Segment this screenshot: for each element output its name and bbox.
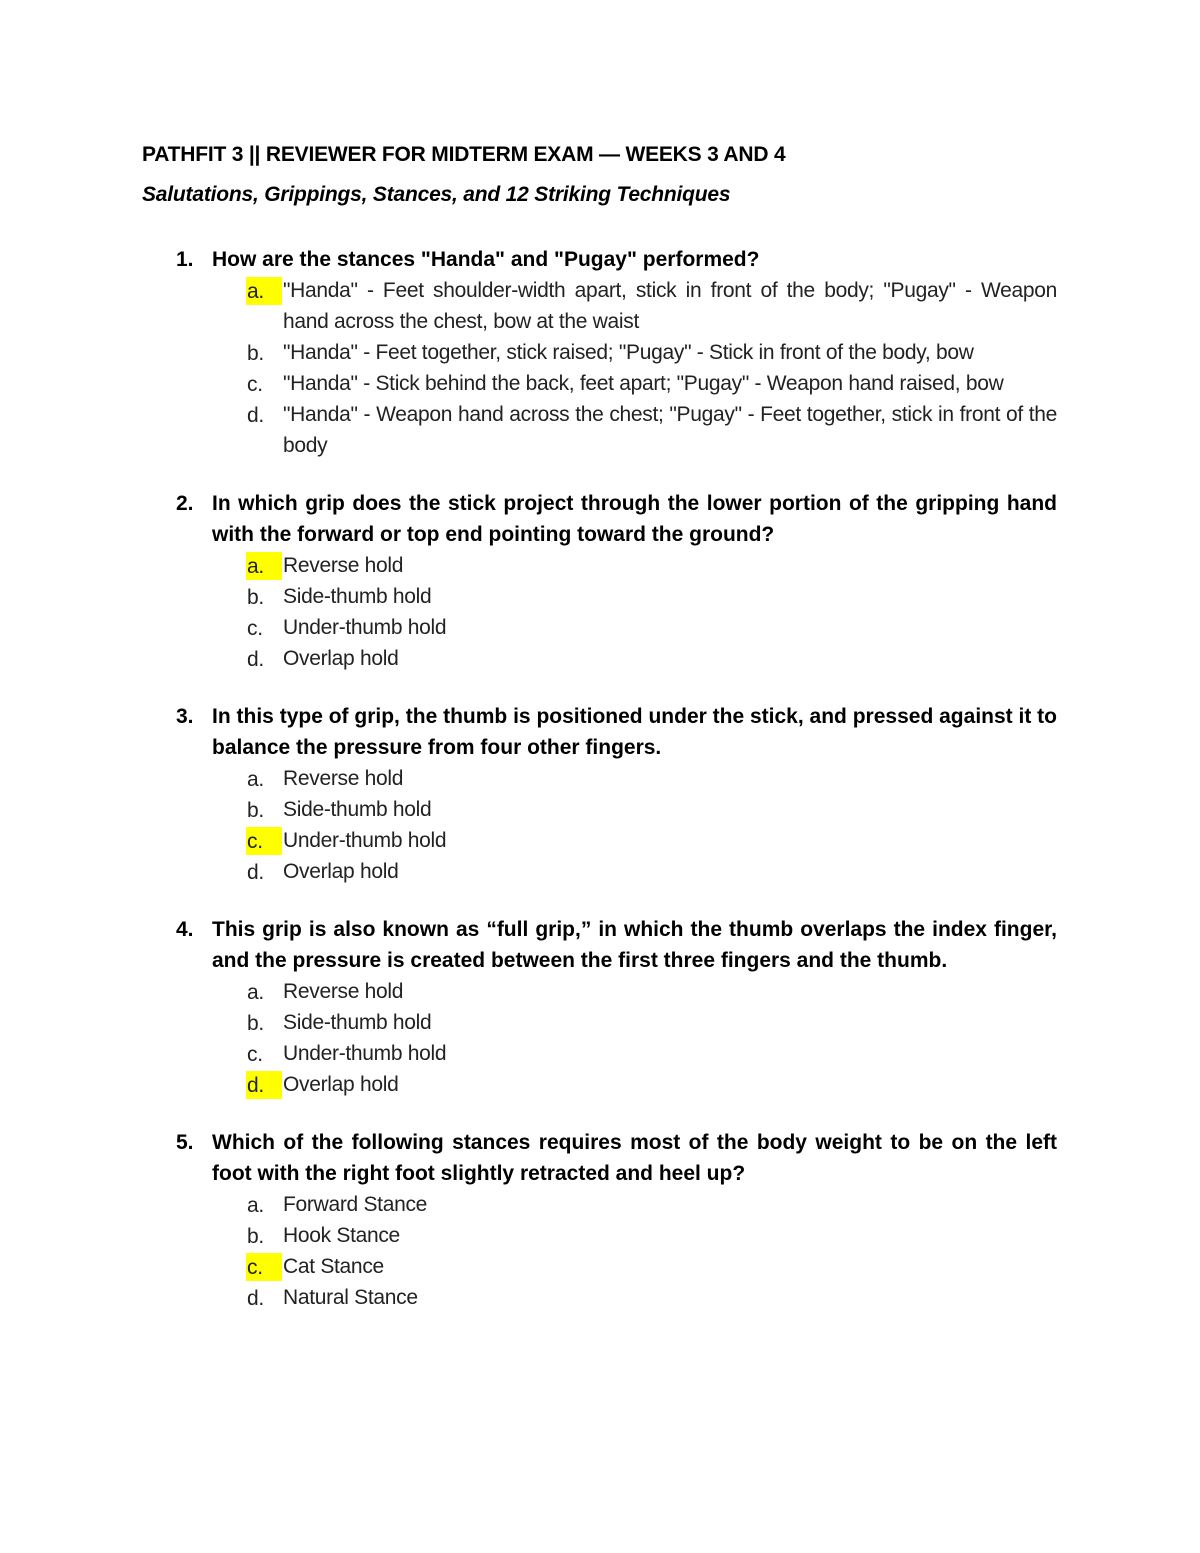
option-letter: c. [247, 617, 263, 640]
question-stem [0, 244, 1057, 275]
option-list [0, 763, 1200, 887]
option-text: "Handa" - Stick behind the back, feet apart; "Pugay" - Weapon hand raised, bow [283, 372, 1004, 395]
option-text: Reverse hold [283, 554, 404, 577]
answer-highlight: c. [246, 1253, 282, 1281]
option-d [0, 399, 1057, 461]
question-number: 5. [176, 1131, 194, 1154]
option-text: Natural Stance [283, 1286, 418, 1309]
option-list [0, 275, 1200, 461]
option-c [0, 825, 1057, 856]
option-letter: b. [247, 799, 264, 822]
option-c [0, 612, 1057, 643]
option-list [0, 550, 1200, 674]
question-stem [0, 914, 1057, 976]
option-d [0, 1069, 1057, 1100]
option-text: Cat Stance [283, 1255, 384, 1278]
option-b [0, 1220, 1057, 1251]
question-text: In which grip does the stick project through the lower portion of the gripping hand with the forward or top end pointing toward the ground? [212, 492, 1057, 546]
option-d [0, 643, 1057, 674]
option-letter: a. [247, 981, 264, 1004]
question-stem [0, 701, 1057, 763]
option-list [0, 976, 1200, 1100]
option-text: Under-thumb hold [283, 1042, 447, 1065]
option-c [0, 1038, 1057, 1069]
answer-highlight: c. [246, 827, 282, 855]
question-number: 2. [176, 492, 194, 515]
question-2 [0, 488, 1200, 674]
question-5 [0, 1127, 1200, 1313]
option-letter: d. [247, 1287, 264, 1310]
option-letter: b. [247, 586, 264, 609]
question-1 [0, 244, 1200, 461]
question-number: 4. [176, 918, 194, 941]
option-c [0, 1251, 1057, 1282]
question-text: How are the stances "Handa" and "Pugay" performed? [212, 248, 760, 271]
option-text: Reverse hold [283, 767, 404, 790]
option-letter: a. [247, 768, 264, 791]
document-subtitle: Salutations, Grippings, Stances, and 12 Striking Techniques [142, 183, 731, 206]
question-4 [0, 914, 1200, 1100]
option-text: Reverse hold [283, 980, 404, 1003]
option-c [0, 368, 1057, 399]
question-text: Which of the following stances requires most of the body weight to be on the left foot with the right foot slightly retracted and heel up? [212, 1131, 1057, 1185]
option-list [0, 1189, 1200, 1313]
answer-highlight: d. [246, 1071, 282, 1099]
option-text: Side-thumb hold [283, 1011, 432, 1034]
option-text: Under-thumb hold [283, 616, 447, 639]
option-letter: c. [247, 1043, 263, 1066]
option-b [0, 337, 1057, 368]
option-b [0, 1007, 1057, 1038]
option-text: Hook Stance [283, 1224, 400, 1247]
option-letter: b. [247, 342, 264, 365]
question-number: 3. [176, 705, 194, 728]
option-text: Overlap hold [283, 647, 399, 670]
option-letter: d. [247, 648, 264, 671]
option-letter: d. [247, 861, 264, 884]
document-title: PATHFIT 3 || REVIEWER FOR MIDTERM EXAM — WEEKS 3 AND 4 [142, 143, 786, 166]
question-3 [0, 701, 1200, 887]
question-text: In this type of grip, the thumb is positioned under the stick, and pressed against it to balance the pressure from four other fingers. [212, 705, 1057, 759]
option-text: "Handa" - Feet together, stick raised; "Pugay" - Stick in front of the body, bow [283, 341, 974, 364]
option-text: Forward Stance [283, 1193, 428, 1216]
option-b [0, 794, 1057, 825]
question-stem [0, 1127, 1057, 1189]
option-letter: d. [247, 404, 264, 427]
option-text: "Handa" - Weapon hand across the chest; "Pugay" - Feet together, stick in front of the body [283, 403, 1057, 457]
question-text: This grip is also known as “full grip,” in which the thumb overlaps the index finger, and the pressure is created between the first three fingers and the thumb. [212, 918, 1057, 972]
option-d [0, 856, 1057, 887]
question-number: 1. [176, 248, 194, 271]
option-text: "Handa" - Feet shoulder-width apart, stick in front of the body; "Pugay" - Weapon hand across the chest, bow at the waist [283, 279, 1057, 333]
option-text: Overlap hold [283, 860, 399, 883]
option-letter: c. [247, 373, 263, 396]
answer-highlight: a. [246, 552, 282, 580]
question-list [0, 244, 1200, 1340]
option-text: Under-thumb hold [283, 829, 447, 852]
option-text: Side-thumb hold [283, 585, 432, 608]
option-text: Overlap hold [283, 1073, 399, 1096]
option-a [0, 763, 1057, 794]
option-a [0, 1189, 1057, 1220]
option-text: Side-thumb hold [283, 798, 432, 821]
option-a [0, 976, 1057, 1007]
option-letter: b. [247, 1012, 264, 1035]
option-letter: a. [247, 1194, 264, 1217]
question-stem [0, 488, 1057, 550]
option-d [0, 1282, 1057, 1313]
option-b [0, 581, 1057, 612]
option-a [0, 275, 1057, 337]
option-a [0, 550, 1057, 581]
option-letter: b. [247, 1225, 264, 1248]
answer-highlight: a. [246, 277, 282, 305]
